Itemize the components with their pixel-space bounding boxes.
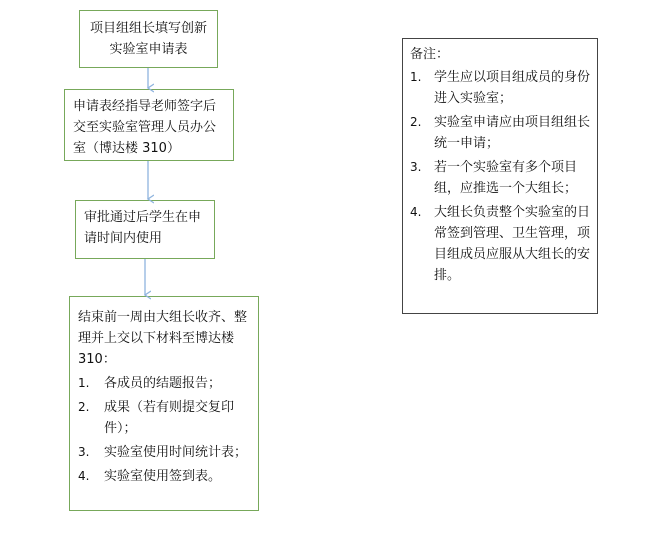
list-text: 若一个实验室有多个项目组，应推选一个大组长； (434, 160, 578, 196)
list-text: 各成员的结题报告； (104, 376, 222, 391)
notes-title: 备注： (410, 47, 450, 62)
list-item (410, 157, 590, 199)
flow-step-approval-use (75, 200, 215, 259)
flow-step-submit-materials (69, 296, 259, 511)
list-text: 大组长负责整个实验室的日常签到管理、卫生管理，项目组成员应服从大组长的安排。 (434, 205, 591, 283)
flow-step-text: 审批通过后学生在申请时间内使用 (84, 210, 202, 246)
notes-box (402, 38, 598, 314)
materials-list (78, 373, 250, 487)
list-text: 实验室使用签到表。 (104, 469, 222, 484)
list-item (410, 202, 590, 286)
list-number: 2. (78, 400, 90, 414)
list-text: 学生应以项目组成员的身份进入实验室； (434, 70, 591, 106)
notes-list (410, 67, 590, 286)
list-item (78, 466, 250, 487)
list-item (78, 442, 250, 463)
list-number: 4. (410, 205, 422, 219)
list-text: 实验室使用时间统计表； (104, 445, 248, 460)
flow-step-text: 项目组组长填写创新实验室申请表 (89, 21, 207, 57)
flow-step-submit-application (64, 89, 234, 161)
flow-step-fill-application (79, 10, 218, 68)
flow-step-text: 申请表经指导老师签字后交至实验室管理人员办公室（博达楼 310） (73, 99, 217, 156)
list-number: 1. (78, 376, 90, 390)
list-item (78, 373, 250, 394)
list-number: 4. (78, 469, 90, 483)
list-text: 实验室申请应由项目组组长统一申请； (434, 115, 591, 151)
list-number: 1. (410, 70, 422, 84)
list-number: 3. (78, 445, 90, 459)
flow-step-intro: 结束前一周由大组长收齐、整理并上交以下材料至博达楼 310： (78, 310, 248, 367)
list-number: 3. (410, 160, 422, 174)
list-number: 2. (410, 115, 422, 129)
list-item (78, 397, 250, 439)
list-item (410, 112, 590, 154)
list-item (410, 67, 590, 109)
list-text: 成果（若有则提交复印件）； (104, 400, 235, 436)
